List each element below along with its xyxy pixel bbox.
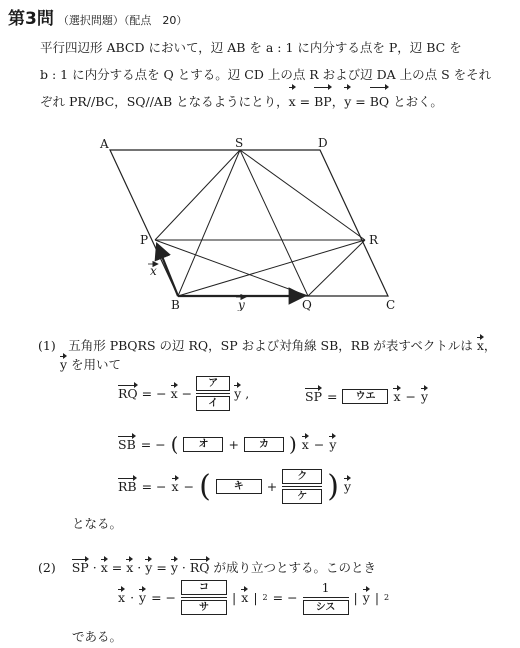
statement-line-3: ぞれ PR//BC，SQ//AB となるようにとり，x = BP，y = BQ とおく。 (40, 88, 510, 115)
q1-line-2: y を用いて (60, 357, 122, 372)
answer-box-sa[interactable]: サ (181, 600, 227, 615)
vector-y: y (139, 590, 147, 605)
statement-line-2: b : 1 に内分する点を Q とする。辺 CD 上の点 R および辺 DA 上の点 S をそれ (40, 67, 492, 82)
q1-line-1: (1) 五角形 PBQRS の辺 RQ，SP および対角線 SB，RB が表すベクトルは x， (38, 338, 497, 353)
vector-y: y (145, 559, 153, 575)
vector-y: y (344, 88, 351, 115)
vector-y: y (344, 479, 352, 494)
answer-box-a[interactable]: ア (196, 376, 230, 391)
vector-y: y (421, 389, 429, 404)
segment-sr (240, 150, 365, 240)
answer-box-ue[interactable]: ウエ (342, 389, 388, 404)
vector-y: y (234, 386, 242, 401)
problem-statement (40, 34, 510, 115)
vector-rb: RB (118, 479, 137, 494)
vector-x: x (301, 436, 309, 452)
vector-sp: SP (305, 389, 322, 404)
vector-sb: SB (118, 436, 136, 452)
label-c: C (386, 298, 396, 311)
answer-box-ka[interactable]: カ (244, 437, 284, 452)
segment-sb (178, 150, 240, 296)
vector-x: x (118, 590, 126, 605)
vector-x: x (289, 88, 296, 115)
answer-box-ki[interactable]: キ (216, 479, 262, 494)
vector-x: x (126, 559, 134, 575)
answer-box-ke[interactable]: ケ (282, 489, 322, 504)
label-b: B (171, 298, 180, 311)
vector-bp: BP (314, 88, 332, 115)
vector-y: y (362, 590, 370, 605)
vector-x: x (393, 389, 401, 404)
fraction-a-over-i (196, 376, 230, 411)
parallelogram-figure (90, 136, 410, 311)
vector-x: x (170, 386, 178, 401)
label-d: D (318, 136, 328, 150)
eq-rq: RQ = − x − $\frac{\text{ア}}{\text{イ}}$ y , (118, 378, 250, 409)
fraction-one-over-shisu: $\frac{1}{\text{シス}}$ (303, 581, 349, 615)
label-r: R (369, 233, 379, 247)
fraction-ko-over-sa (181, 580, 227, 615)
vector-bq: BQ (370, 88, 389, 115)
label-p: P (140, 233, 149, 247)
problem-number: 第3問 (8, 9, 54, 29)
q2-line-1: (2) SP · x = x · y = y · RQ が成り立つとする。このとき (38, 559, 377, 575)
label-vector-y: y (238, 298, 245, 311)
problem-subtitle: （選択問題）（配点 20） (57, 14, 188, 27)
arrow-bp (157, 244, 178, 296)
vector-y: y (60, 357, 68, 372)
q1-number: (1) (38, 338, 56, 353)
eq-rb: RB = − x − ( キ + $\frac{\text{ク}}{\text{ケ}}$ ) y (118, 469, 352, 504)
label-vector-x: x (150, 264, 157, 278)
label-q: Q (302, 298, 312, 311)
vector-x: x (171, 479, 179, 494)
label-a: A (100, 137, 109, 151)
label-s: S (235, 136, 244, 150)
answer-box-ko[interactable]: コ (181, 580, 227, 595)
fraction-ku-over-ke (282, 469, 322, 504)
answer-box-i[interactable]: イ (196, 396, 230, 411)
vector-y: y (170, 559, 178, 575)
q1-conclusion: となる。 (72, 516, 123, 531)
vector-x: x (241, 590, 249, 605)
vector-x: x (100, 559, 108, 575)
vector-x: x (476, 338, 484, 353)
eq-xy: x · y = − $\frac{\text{コ}}{\text{サ}}$ | x | 2 = − $\frac{1}{\text{シス}}$ | y | 2 (118, 580, 390, 613)
answer-box-shisu[interactable]: シス (303, 600, 349, 615)
eq-sb: SB = − ( オ + カ ) x − y (118, 432, 337, 456)
vector-y: y (329, 436, 337, 452)
vector-sp: SP (71, 559, 89, 575)
vector-rq: RQ (118, 386, 138, 401)
problem-title (8, 4, 187, 29)
answer-box-ku[interactable]: ク (282, 469, 322, 484)
segment-pq (155, 240, 308, 296)
statement-line-1: 平行四辺形 ABCD において，辺 AB を a : 1 に内分する点を P，辺 BC を (40, 40, 462, 55)
eq-sp: SP = ウエ x − y (305, 389, 429, 404)
q2-number: (2) (38, 559, 56, 575)
segment-sp (155, 150, 240, 240)
answer-box-o[interactable]: オ (183, 437, 223, 452)
q2-conclusion: である。 (72, 629, 123, 644)
vector-rq: RQ (189, 559, 210, 575)
